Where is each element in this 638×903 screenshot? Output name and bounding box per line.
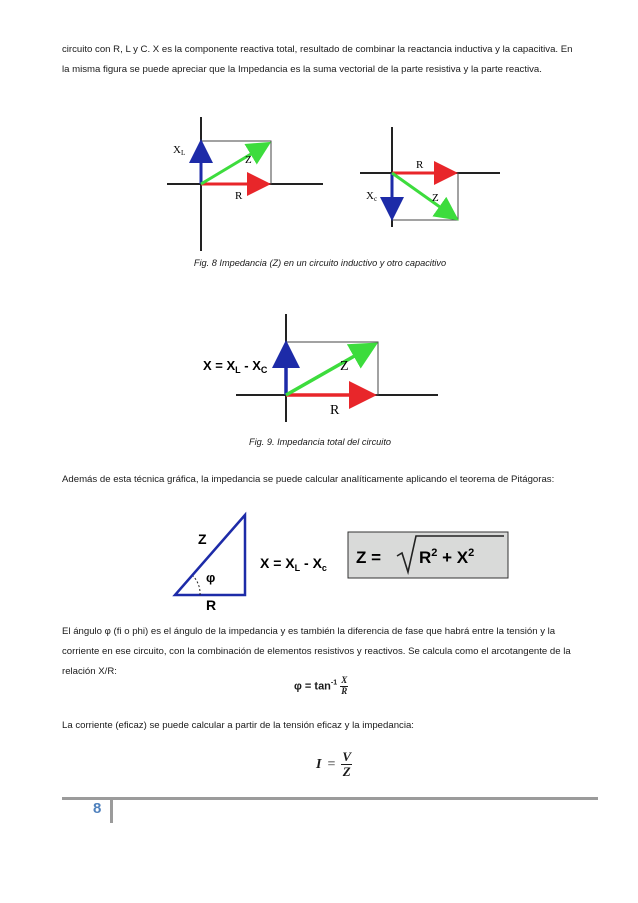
footer-rule xyxy=(62,797,598,800)
current-denominator: Z xyxy=(342,764,351,780)
page-number: 8 xyxy=(93,800,102,817)
z-label: Z xyxy=(245,154,252,166)
fig8-inductive-diagram xyxy=(165,115,330,255)
current-formula xyxy=(316,750,352,780)
z-label: Z xyxy=(340,359,349,374)
current-numerator: V xyxy=(342,749,352,764)
phi-fraction xyxy=(340,676,348,697)
phi-formula xyxy=(294,676,348,697)
z-vector xyxy=(392,173,454,217)
z-label: Z xyxy=(198,531,207,547)
fig9-diagram xyxy=(200,312,440,424)
footer-divider xyxy=(110,797,113,823)
r-label: R xyxy=(330,403,340,418)
phi-lhs: φ = tan xyxy=(294,680,331,693)
phi-exp: -1 xyxy=(330,679,338,687)
current-lhs: I xyxy=(316,756,322,772)
phi-label: φ xyxy=(206,570,216,585)
phi-denominator: R xyxy=(341,685,348,696)
z-vector xyxy=(286,346,372,395)
r-label: R xyxy=(235,190,243,202)
paragraph-pythagoras: Además de esta técnica gráfica, la impedancia se puede calcular analíticamente aplicando el teorema de Pitágoras: xyxy=(62,474,555,485)
z-label: Z xyxy=(432,192,439,204)
current-fraction xyxy=(341,750,352,780)
box-lhs: Z = xyxy=(356,548,382,567)
paragraph-intro: circuito con R, L y C. X es la componente reactiva total, resultado de combinar la reactancia inductiva y la capacitiva. En la misma figura se puede apreciar que la Impedancia es la suma vectorial de la parte resistiva y la parte reactiva. xyxy=(62,44,573,75)
fig8-caption: Fig. 8 Impedancia (Z) en un circuito inductivo y otro capacitivo xyxy=(193,258,447,268)
phi-arc xyxy=(193,576,200,595)
x-label: $X = X_L - X_C$ xyxy=(203,358,268,375)
fig8-capacitive-diagram xyxy=(358,125,503,230)
box-rhs: $R^2 + X^2$ xyxy=(419,547,475,567)
paragraph-phase-angle: El ángulo φ (fi o phi) es el ángulo de la impedancia y es también la diferencia de fase que habrá entre la tensión y la corriente en ese circuito, con la combinación de elementos resistivos y reactivos. Se calcula como el arcotangente de la relación X/R: xyxy=(62,626,571,677)
impedance-triangle-diagram xyxy=(172,510,512,612)
xl-label: XL xyxy=(173,144,186,157)
r-label: R xyxy=(416,159,424,171)
xc-label: Xc xyxy=(366,190,378,203)
paragraph-current: La corriente (eficaz) se puede calcular a partir de la tensión eficaz y la impedancia: xyxy=(62,720,414,731)
x-equation: $X = X_L - X_c$ xyxy=(260,555,327,573)
phi-numerator: X xyxy=(341,675,348,685)
fig9-caption: Fig. 9. Impedancia total del circuito xyxy=(249,437,391,447)
z-vector xyxy=(201,145,266,184)
r-label: R xyxy=(206,597,217,612)
current-equals: = xyxy=(327,756,336,772)
